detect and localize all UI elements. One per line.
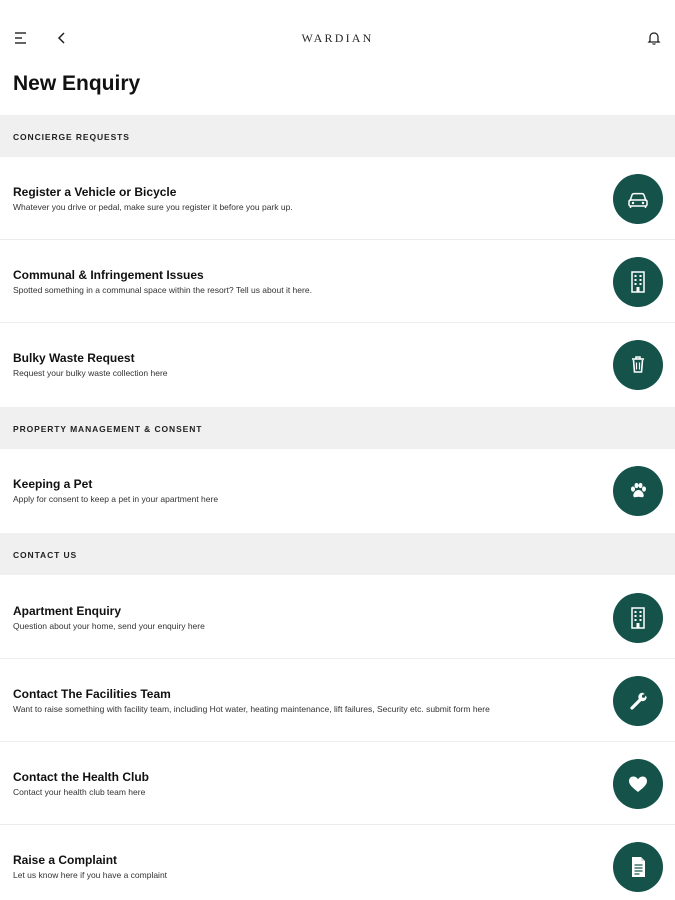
brand-logo: WARDIAN xyxy=(301,31,374,45)
list-item-register-vehicle[interactable] xyxy=(0,157,675,240)
list-item-communal-issues[interactable] xyxy=(0,240,675,323)
item-subtitle: Whatever you drive or pedal, make sure you register it before you park up. xyxy=(13,202,293,212)
car-icon xyxy=(613,174,663,224)
item-subtitle: Request your bulky waste collection here xyxy=(13,368,168,378)
item-subtitle: Let us know here if you have a complaint xyxy=(13,870,168,880)
section-header-concierge: CONCIERGE REQUESTS xyxy=(0,115,675,157)
item-title: Apartment Enquiry xyxy=(13,604,122,618)
item-title: Raise a Complaint xyxy=(13,853,118,867)
item-subtitle: Apply for consent to keep a pet in your apartment here xyxy=(13,494,219,504)
heart-icon xyxy=(613,759,663,809)
top-bar xyxy=(0,0,675,76)
item-subtitle: Spotted something in a communal space within the resort? Tell us about it here. xyxy=(13,285,312,295)
list-item-raise-complaint[interactable] xyxy=(0,825,675,900)
building-icon xyxy=(613,257,663,307)
wrench-icon xyxy=(613,676,663,726)
trash-icon xyxy=(613,340,663,390)
item-title: Communal & Infringement Issues xyxy=(13,268,204,282)
section-header-contact: CONTACT US xyxy=(0,533,675,575)
bell-icon[interactable] xyxy=(644,28,664,48)
list-item-bulky-waste[interactable] xyxy=(0,323,675,406)
item-title: Contact The Facilities Team xyxy=(13,687,171,701)
list-item-apartment-enquiry[interactable] xyxy=(0,576,675,659)
item-title: Register a Vehicle or Bicycle xyxy=(13,185,177,199)
page-title: New Enquiry xyxy=(13,72,141,95)
item-subtitle: Contact your health club team here xyxy=(13,787,146,797)
building-icon xyxy=(613,593,663,643)
item-title: Keeping a Pet xyxy=(13,477,93,491)
list-item-keeping-pet[interactable] xyxy=(0,449,675,532)
document-icon xyxy=(613,842,663,892)
list-item-facilities-team[interactable] xyxy=(0,659,675,742)
item-title: Contact the Health Club xyxy=(13,770,150,784)
paw-icon xyxy=(613,466,663,516)
section-header-property: PROPERTY MANAGEMENT & CONSENT xyxy=(0,407,675,449)
item-title: Bulky Waste Request xyxy=(13,351,135,365)
list-item-health-club[interactable] xyxy=(0,742,675,825)
item-subtitle: Question about your home, send your enquiry here xyxy=(13,621,205,631)
item-subtitle: Want to raise something with facility team, including Hot water, heating maintenance, lift failures, Security etc. submit form here xyxy=(13,704,490,714)
